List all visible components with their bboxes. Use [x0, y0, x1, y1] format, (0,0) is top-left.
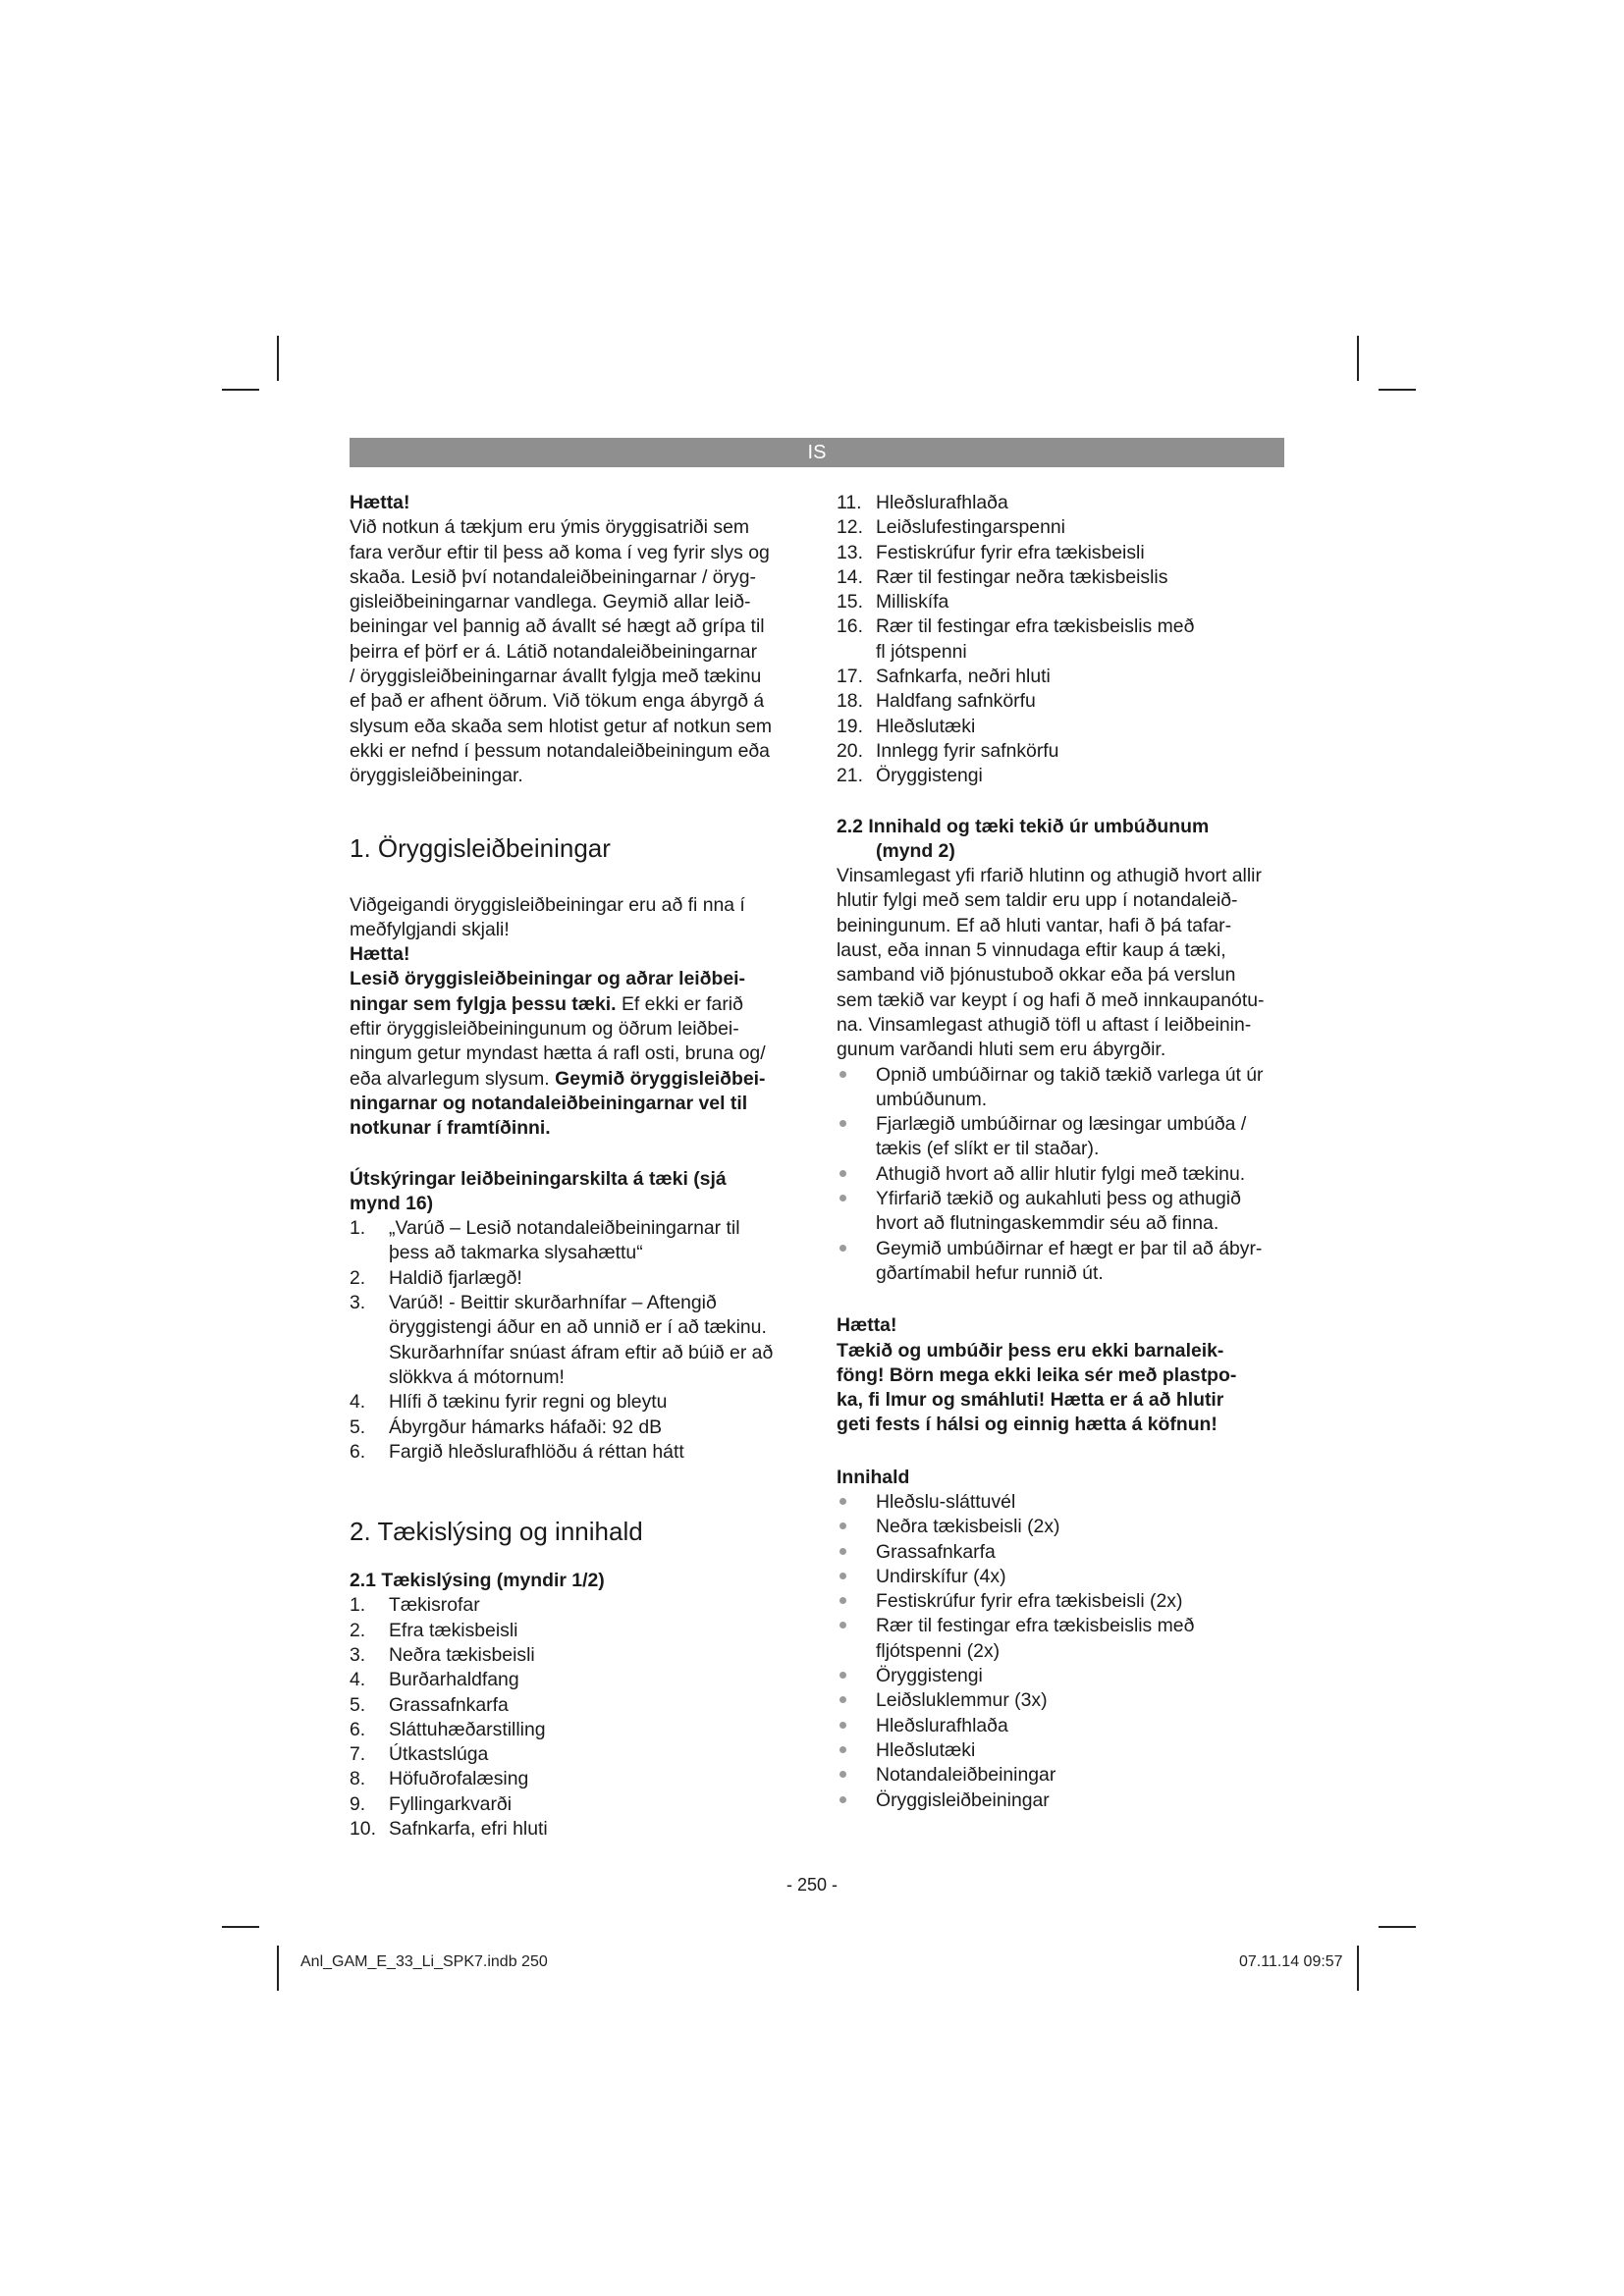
item-number: 2.	[350, 1266, 366, 1289]
plain-text: Ef ekki er farið	[616, 992, 743, 1015]
item-text: Öryggistengi	[876, 1665, 983, 1687]
device-parts-list	[350, 1593, 804, 1842]
item-text: Tækisrofar	[389, 1594, 480, 1617]
text-line: geti fests í hálsi og einnig hætta á köfnun!	[837, 1414, 1218, 1436]
right-column	[837, 491, 1296, 1813]
text-line	[350, 1067, 804, 1092]
list-item	[837, 689, 1296, 714]
warning-heading: Hætta!	[350, 492, 410, 513]
text-line: ekki er nefnd í þessum notandaleiðbeiningum eða	[350, 739, 770, 762]
text-line: ningarnar og notandaleiðbeiningarnar vel til	[350, 1092, 748, 1114]
item-number: 14.	[837, 565, 863, 588]
item-text: Festiskrúfur fyrir efra tækisbeisli	[876, 541, 1145, 563]
list-item	[837, 1565, 1296, 1589]
list-item	[350, 1817, 804, 1842]
intro-paragraph	[350, 515, 804, 788]
list-item	[837, 491, 1296, 515]
list-item	[350, 1693, 804, 1718]
item-text: umbúðunum.	[876, 1088, 988, 1110]
item-text: Öryggistengi	[876, 765, 983, 787]
list-item	[837, 1063, 1296, 1113]
text-line	[350, 992, 804, 1017]
contents-heading: Innihald	[837, 1466, 910, 1488]
text-line: beiningunum. Ef að hluti vantar, hafi ð þá tafar-	[837, 914, 1232, 936]
device-parts-list-continued	[837, 491, 1296, 789]
item-text: Rær til festingar neðra tækisbeislis	[876, 565, 1168, 588]
crop-mark-bottom-left-vertical	[277, 1946, 279, 1991]
list-item	[837, 1714, 1296, 1738]
text-line: (mynd 2)	[876, 839, 955, 862]
item-text: Öryggisleiðbeiningar	[876, 1789, 1050, 1811]
crop-mark-bottom-left-horizontal	[222, 1926, 259, 1928]
item-text: Undirskífur (4x)	[876, 1565, 1006, 1587]
text-line: / öryggisleiðbeiningarnar ávallt fylgja með tækinu	[350, 666, 762, 688]
list-item	[837, 1162, 1296, 1187]
list-item	[837, 1614, 1296, 1664]
item-number: 11.	[837, 492, 862, 513]
item-number: 12.	[837, 516, 863, 539]
item-text: fljótspenni (2x)	[876, 1639, 1001, 1662]
text-line: föng! Börn mega ekki leika sér með plastpo-	[837, 1363, 1237, 1386]
bold-text: ningar sem fylgja þessu tæki.	[350, 992, 617, 1015]
list-item	[350, 1742, 804, 1767]
list-item	[837, 1763, 1296, 1788]
item-text: Hleðslutæki	[876, 1738, 976, 1761]
list-item	[837, 1112, 1296, 1162]
text-line: Haldið fjarlægð!	[389, 1266, 522, 1289]
crop-mark-top-right-horizontal	[1379, 389, 1416, 391]
item-text: Festiskrúfur fyrir efra tækisbeisli (2x)	[876, 1590, 1183, 1613]
text-line: öryggisleiðbeiningar.	[350, 765, 523, 787]
plain-text: eða alvarlegum slysum.	[350, 1067, 556, 1090]
item-text: Safnkarfa, neðri hluti	[876, 666, 1051, 688]
section-2-2-heading	[837, 815, 1296, 865]
item-number: 15.	[837, 591, 863, 614]
list-item	[837, 565, 1296, 590]
item-text: Innlegg fyrir safnkörfu	[876, 739, 1059, 762]
list-item	[350, 1440, 804, 1465]
item-text: Yfirfarið tækið og aukahluti þess og athugið	[876, 1188, 1241, 1210]
item-text: Milliskífa	[876, 591, 949, 614]
contents-list	[837, 1490, 1296, 1813]
item-text: Leiðslufestingarspenni	[876, 516, 1065, 539]
item-number: 21.	[837, 765, 863, 787]
text-line: Hlífi ð tækinu fyrir regni og bleytu	[389, 1391, 668, 1414]
crop-mark-bottom-right-horizontal	[1379, 1926, 1416, 1928]
text-line: eftir öryggisleiðbeiningunum og öðrum leiðbei-	[350, 1018, 739, 1041]
item-text: gðartímabil hefur runnið út.	[876, 1261, 1104, 1284]
item-text: Opnið umbúðirnar og takið tækið varlega út úr	[876, 1063, 1264, 1086]
item-number: 9.	[350, 1792, 366, 1815]
item-number: 8.	[350, 1768, 366, 1790]
language-code: IS	[807, 442, 827, 463]
item-number: 19.	[837, 715, 863, 737]
item-number: 4.	[350, 1391, 366, 1414]
list-item	[350, 1390, 804, 1415]
text-line: ningum getur myndast hætta á rafl osti, bruna og/	[350, 1042, 766, 1065]
warning-heading: Hætta!	[350, 943, 410, 966]
list-item	[837, 1589, 1296, 1614]
item-text: Rær til festingar efra tækisbeislis með	[876, 1615, 1195, 1637]
text-line: hlutir fylgi með sem taldir eru upp í notandaleið-	[837, 889, 1238, 912]
item-number: 16.	[837, 615, 863, 638]
list-item	[837, 590, 1296, 614]
list-item	[837, 1490, 1296, 1515]
crop-mark-top-left-vertical	[277, 336, 279, 381]
item-text: hvort að flutningaskemmdir séu að finna.	[876, 1212, 1219, 1235]
list-item	[837, 1515, 1296, 1539]
text-line: Skurðarhnífar snúast áfram eftir að búið er að	[389, 1341, 774, 1363]
text-line: Ábyrgður hámarks háfaði: 92 dB	[389, 1415, 663, 1438]
list-item	[837, 739, 1296, 764]
item-text: Grassafnkarfa	[389, 1693, 509, 1716]
section-2-title: 2. Tækislýsing og innihald	[350, 1517, 643, 1547]
text-line: skaða. Lesið því notandaleiðbeiningarnar / öryg-	[350, 565, 756, 588]
item-number: 17.	[837, 666, 863, 688]
list-item	[837, 1664, 1296, 1688]
list-item	[837, 614, 1296, 665]
text-line: Lesið öryggisleiðbeiningar og aðrar leiðbei-	[350, 968, 745, 990]
item-text: Hleðslurafhlaða	[876, 492, 1008, 513]
text-line: Viðgeigandi öryggisleiðbeiningar eru að fi nna í	[350, 893, 745, 916]
item-number: 13.	[837, 541, 863, 563]
item-text: Fyllingarkvarði	[389, 1792, 512, 1815]
footer-filename: Anl_GAM_E_33_Li_SPK7.indb 250	[300, 1953, 548, 1970]
warning-heading: Hætta!	[837, 1314, 897, 1337]
label-explanation-heading	[350, 1167, 804, 1217]
item-text: Burðarhaldfang	[389, 1669, 519, 1691]
list-item	[837, 1540, 1296, 1565]
bold-text: Geymið öryggisleiðbei-	[555, 1067, 766, 1090]
page-number: - 250 -	[785, 1875, 839, 1895]
text-line: Vinsamlegast yfi rfarið hlutinn og athugið hvort allir	[837, 865, 1262, 887]
item-number: 6.	[350, 1718, 366, 1740]
text-line: fara verður eftir til þess að koma í veg fyrir slys og	[350, 541, 770, 563]
list-item	[837, 1738, 1296, 1763]
text-line: Við notkun á tækjum eru ýmis öryggisatriði sem	[350, 516, 750, 539]
list-item	[350, 1415, 804, 1440]
text-line: „Varúð – Lesið notandaleiðbeiningarnar til	[389, 1217, 740, 1240]
item-text: tækis (ef slíkt er til staðar).	[876, 1138, 1100, 1160]
item-number: 2.	[350, 1619, 366, 1641]
item-text: Athugið hvort að allir hlutir fylgi með tækinu.	[876, 1162, 1246, 1185]
item-number: 1.	[350, 1217, 366, 1240]
item-number: 3.	[350, 1643, 366, 1666]
item-number: 6.	[350, 1440, 366, 1463]
item-number: 7.	[350, 1743, 366, 1766]
list-item	[350, 1266, 804, 1291]
text-line: Tækið og umbúðir þess eru ekki barnaleik-	[837, 1339, 1224, 1362]
item-text: Útkastslúga	[389, 1743, 489, 1766]
list-item	[837, 665, 1296, 689]
list-item	[350, 1792, 804, 1817]
section-2-2-body	[837, 864, 1296, 1062]
text-line: laust, eða innan 5 vinnudaga eftir kaup á tæki,	[837, 939, 1226, 962]
text-line: 2.2 Innihald og tæki tekið úr umbúðunum	[837, 815, 1210, 837]
item-text: Neðra tækisbeisli (2x)	[876, 1516, 1060, 1538]
item-number: 18.	[837, 690, 863, 713]
list-item	[350, 1643, 804, 1668]
item-text: Notandaleiðbeiningar	[876, 1764, 1056, 1787]
item-number: 3.	[350, 1292, 366, 1314]
item-text: Haldfang safnkörfu	[876, 690, 1036, 713]
item-text: Geymið umbúðirnar ef hægt er þar til að ábyr-	[876, 1237, 1263, 1259]
item-text: Rær til festingar efra tækisbeislis með	[876, 615, 1195, 638]
item-number: 5.	[350, 1693, 366, 1716]
item-text: Neðra tækisbeisli	[389, 1643, 535, 1666]
item-text: Efra tækisbeisli	[389, 1619, 518, 1641]
list-item	[837, 541, 1296, 565]
text-line: gunum varðandi hluti sem eru ábyrgðir.	[837, 1039, 1166, 1061]
item-number: 20.	[837, 739, 863, 762]
crop-mark-bottom-right-vertical	[1357, 1946, 1359, 1991]
list-item	[837, 715, 1296, 739]
text-line: beiningar vel þannig að ávallt sé hægt að grípa til	[350, 615, 765, 638]
list-item	[837, 1187, 1296, 1237]
item-number: 4.	[350, 1669, 366, 1691]
text-line: samband við þjónustuboð okkar eða þá verslun	[837, 964, 1236, 987]
text-line: notkunar í framtíðinni.	[350, 1117, 551, 1140]
item-text: Hleðslurafhlaða	[876, 1714, 1008, 1736]
item-number: 1.	[350, 1594, 366, 1617]
item-number: 5.	[350, 1415, 366, 1438]
crop-mark-top-left-horizontal	[222, 389, 259, 391]
list-item	[350, 1619, 804, 1643]
item-text: Hleðslutæki	[876, 715, 976, 737]
list-item	[350, 1668, 804, 1692]
item-text: Sláttuhæðarstilling	[389, 1718, 546, 1740]
text-line: Fargið hleðslurafhlöðu á réttan hátt	[389, 1440, 684, 1463]
item-text: Hleðslu-sláttuvél	[876, 1490, 1016, 1513]
list-item	[350, 1718, 804, 1742]
section-2-1-heading: 2.1 Tækislýsing (myndir 1/2)	[350, 1570, 605, 1592]
item-text: Grassafnkarfa	[876, 1540, 996, 1563]
list-item	[350, 1291, 804, 1390]
text-line: sem tækið var keypt í og hafi ð með innkaupanótu-	[837, 988, 1265, 1011]
language-header-bar	[350, 438, 1284, 467]
item-number: 10.	[350, 1818, 376, 1841]
list-item	[837, 1237, 1296, 1287]
text-line: Varúð! - Beittir skurðarhnífar – Aftengið	[389, 1292, 717, 1314]
list-item	[837, 1688, 1296, 1713]
text-line: mynd 16)	[350, 1192, 434, 1214]
list-item	[837, 1789, 1296, 1813]
item-text: Leiðsluklemmur (3x)	[876, 1689, 1048, 1712]
text-line: gisleiðbeiningarnar vandlega. Geymið allar leið-	[350, 591, 751, 614]
list-item	[350, 1767, 804, 1791]
text-line: slysum eða skaða sem hlotist getur af notkun sem	[350, 715, 773, 737]
packaging-warning	[837, 1313, 1296, 1437]
text-line: ka, fi lmur og smáhluti! Hætta er á að hlutir	[837, 1389, 1224, 1412]
section-1-body	[350, 893, 804, 1142]
text-line: ef það er afhent öðrum. Við tökum enga ábyrgð á	[350, 690, 765, 713]
label-explanation-list	[350, 1216, 804, 1465]
list-item	[837, 764, 1296, 788]
item-text: fl jótspenni	[876, 640, 967, 663]
unpacking-steps-list	[837, 1063, 1296, 1287]
text-line: öryggistengi áður en að unnið er í að tækinu.	[389, 1316, 767, 1339]
item-text: Fjarlægið umbúðirnar og læsingar umbúða /	[876, 1113, 1247, 1136]
text-line: meðfylgjandi skjali!	[350, 918, 510, 940]
list-item	[350, 1593, 804, 1618]
section-1-title: 1. Öryggisleiðbeiningar	[350, 832, 611, 863]
footer-datetime: 07.11.14 09:57	[1239, 1953, 1343, 1970]
text-line: þess að takmarka slysahættu“	[389, 1242, 643, 1264]
text-line: na. Vinsamlegast athugið töfl u aftast í leiðbeinin-	[837, 1013, 1252, 1036]
text-line: Útskýringar leiðbeiningarskilta á tæki (sjá	[350, 1167, 727, 1190]
list-item	[350, 1216, 804, 1266]
crop-mark-top-right-vertical	[1357, 336, 1359, 381]
list-item	[837, 515, 1296, 540]
text-line: slökkva á mótornum!	[389, 1365, 565, 1388]
text-line: þeirra ef þörf er á. Látið notandaleiðbeiningarnar	[350, 640, 758, 663]
left-column	[350, 491, 804, 1842]
item-text: Höfuðrofalæsing	[389, 1768, 529, 1790]
item-text: Safnkarfa, efri hluti	[389, 1818, 548, 1841]
